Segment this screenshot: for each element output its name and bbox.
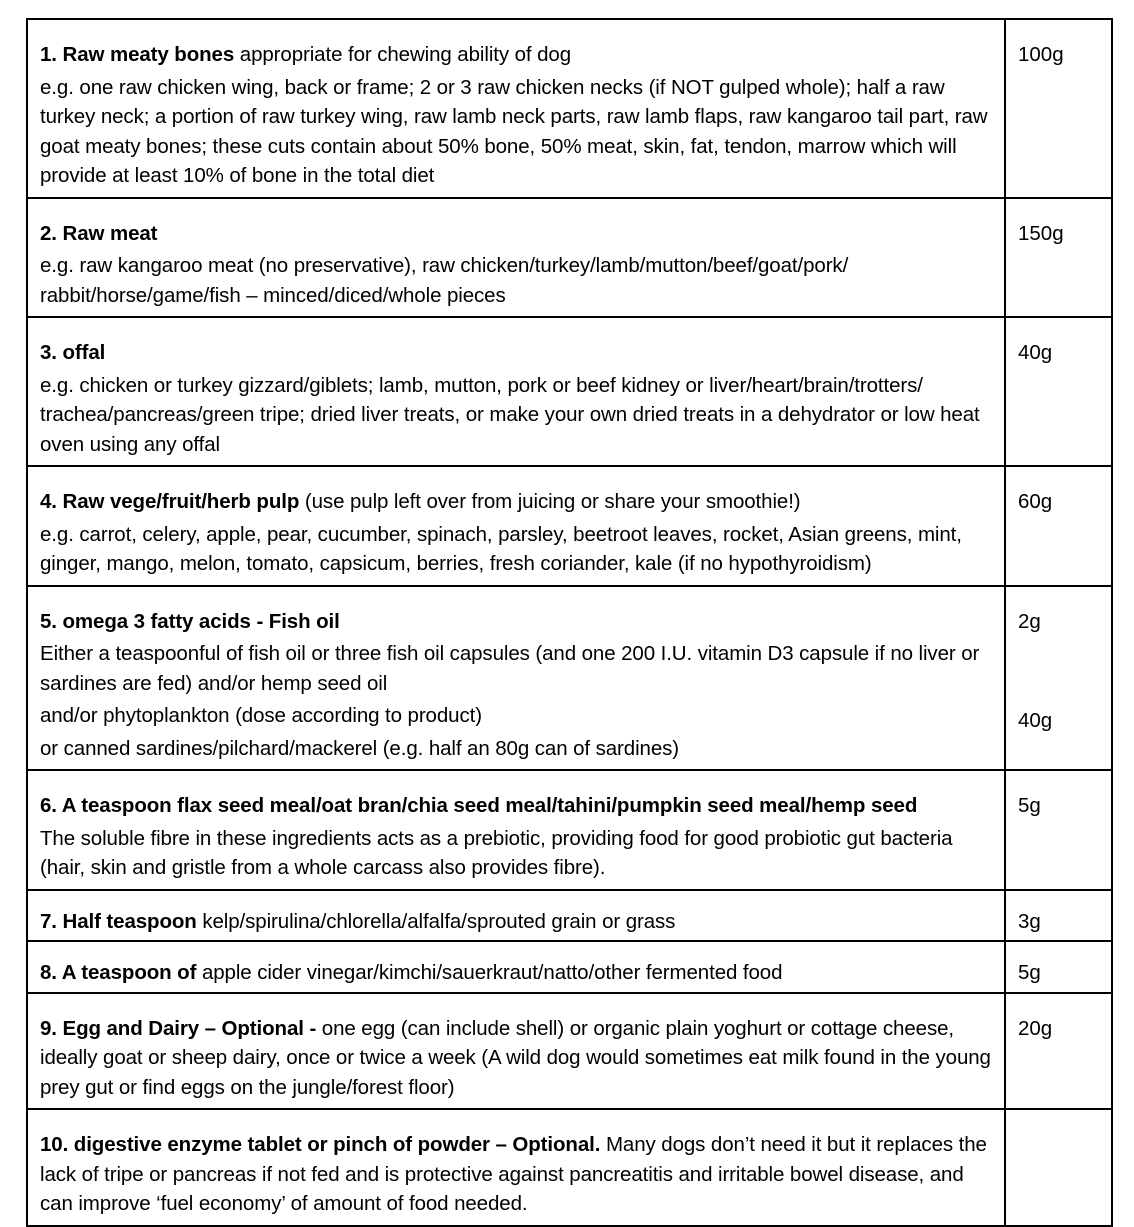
table-row (27, 198, 1112, 318)
item-detail: or canned sardines/pilchard/mackerel (e.g. half an 80g can of sardines) (40, 736, 680, 760)
table-row (27, 941, 1112, 993)
item-title-bold: 5. omega 3 fatty acids - Fish oil (40, 609, 340, 633)
item-detail: and/or phytoplankton (dose according to product) (40, 704, 482, 727)
item-title (40, 1014, 994, 1103)
item-title-bold: 10. digestive enzyme tablet or pinch of powder – Optional. (40, 1133, 601, 1156)
item-amount-cell (1005, 941, 1112, 993)
item-description (27, 586, 1005, 771)
item-amount: 100g (1018, 43, 1064, 66)
item-title-rest: kelp/spirulina/chlorella/alfalfa/sprouted grain or grass (196, 909, 676, 933)
item-amount-cell (1005, 586, 1112, 771)
item-detail: e.g. one raw chicken wing, back or frame; 2 or 3 raw chicken necks (if NOT gulped whole); half a raw turkey neck; a portion of raw turkey wing, raw lamb neck parts, raw lamb flaps, raw kangaroo tail part, raw goat meaty bones; these cuts contain about 50% bone, 50% meat, skin, fat, tendon, marrow which will provide at least 10% of bone in the total diet (40, 75, 988, 187)
item-amount: 150g (1018, 221, 1064, 245)
item-amount: 5g (1018, 961, 1041, 984)
diet-table (26, 18, 1113, 1227)
item-amount-cell (1005, 993, 1112, 1110)
item-title-bold: 8. A teaspoon of (40, 961, 197, 984)
item-title (40, 791, 994, 821)
item-description (27, 770, 1005, 890)
item-description (27, 993, 1005, 1110)
item-amount-cell (1005, 317, 1112, 466)
item-title-bold: 3. offal (40, 341, 106, 364)
item-detail: Either a teaspoonful of fish oil or three fish oil capsules (and one 200 I.U. vitamin D3 capsule if no liver or sardines are fed) and/or hemp seed oil (40, 642, 980, 695)
item-title-bold: 7. Half teaspoon (40, 909, 197, 933)
item-amount-cell (1005, 1109, 1112, 1226)
table-row (27, 19, 1112, 198)
item-description (27, 890, 1005, 942)
item-amount-cell (1005, 890, 1112, 942)
item-description (27, 317, 1005, 466)
item-detail: e.g. chicken or turkey gizzard/giblets; lamb, mutton, pork or beef kidney or liver/heart/brain/trotters/ trachea/pancreas/green tripe; dried liver treats, or make your own dried treats in a dehydrator or low heat oven using any offal (40, 373, 980, 456)
item-description (27, 941, 1005, 993)
item-detail: The soluble fibre in these ingredients acts as a prebiotic, providing food for good probiotic gut bacteria (hair, skin and gristle from a whole carcass also provides fibre). (40, 826, 953, 879)
item-title (40, 338, 994, 368)
item-title-bold: 9. Egg and Dairy – Optional - (40, 1016, 317, 1040)
item-title-rest: one egg (can include shell) or organic plain yoghurt or cottage cheese, ideally goat or sheep dairy, once or twice a week (A wild dog would sometimes eat milk found in the young prey gut or find eggs on the jungle/forest floor) (40, 1016, 991, 1099)
item-amount: 3g (1018, 909, 1041, 933)
item-description (27, 198, 1005, 318)
item-title (40, 40, 994, 70)
item-description (27, 1109, 1005, 1226)
table-row (27, 466, 1112, 586)
item-description (27, 466, 1005, 586)
item-title-rest: Many dogs don’t need it but it replaces the lack of tripe or pancreas if not fed and is protective against pancreatitis and irritable bowel disease, and can improve ‘fuel economy’ of amount of food needed. (40, 1133, 987, 1215)
item-amount-cell (1005, 198, 1112, 318)
table-row (27, 890, 1112, 942)
item-detail: e.g. raw kangaroo meat (no preservative), raw chicken/turkey/lamb/mutton/beef/goat/pork/ rabbit/horse/game/fish – minced/diced/whole pieces (40, 254, 849, 307)
item-title-bold: 4. Raw vege/fruit/herb pulp (40, 490, 300, 513)
item-description (27, 19, 1005, 198)
item-title (40, 1130, 994, 1219)
amount-spacer (1018, 636, 1103, 706)
table-row (27, 586, 1112, 771)
item-title (40, 607, 994, 637)
table-row (27, 993, 1112, 1110)
table-row (27, 770, 1112, 890)
item-title-bold: 2. Raw meat (40, 221, 158, 245)
item-detail: e.g. carrot, celery, apple, pear, cucumber, spinach, parsley, beetroot leaves, rocket, Asian greens, mint, ginger, mango, melon, tomato, capsicum, berries, fresh coriander, kale (if no hypothyroidism) (40, 522, 962, 575)
item-amount: 5g (1018, 794, 1041, 817)
table-row (27, 1109, 1112, 1226)
item-amount: 20g (1018, 1016, 1053, 1040)
item-amount-cell (1005, 19, 1112, 198)
item-amount-cell (1005, 770, 1112, 890)
item-title-rest: (use pulp left over from juicing or share your smoothie!) (299, 490, 801, 513)
item-title-rest: apple cider vinegar/kimchi/sauerkraut/natto/other fermented food (196, 961, 783, 984)
item-title-bold: 1. Raw meaty bones (40, 43, 235, 66)
item-amount-secondary: 40g (1018, 709, 1053, 732)
item-amount-cell (1005, 466, 1112, 586)
item-title (40, 958, 994, 988)
table-row (27, 317, 1112, 466)
item-title-bold: 6. A teaspoon flax seed meal/oat bran/chia seed meal/tahini/pumpkin seed meal/hemp seed (40, 794, 918, 817)
item-amount: 40g (1018, 341, 1053, 364)
item-title-rest: appropriate for chewing ability of dog (234, 43, 572, 66)
item-amount: 2g (1018, 609, 1041, 633)
item-title (40, 487, 994, 517)
item-title (40, 219, 994, 249)
item-title (40, 907, 994, 937)
item-amount: 60g (1018, 490, 1053, 513)
